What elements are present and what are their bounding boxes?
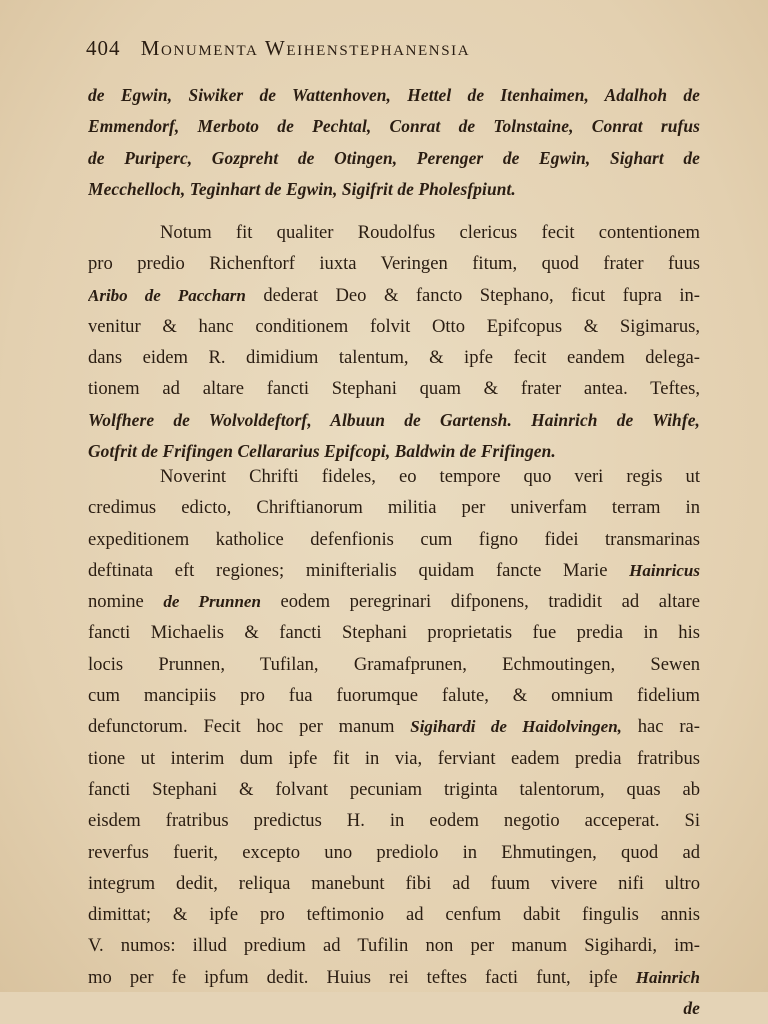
running-title: Monumenta Weihenstephanensia	[140, 36, 471, 60]
text-line: de Puriperc, Gozpreht de Otingen, Perenger de Egwin, Sighart de	[88, 147, 700, 168]
text-line: de	[683, 998, 700, 1019]
text-line: credimus edicto, Chriftianorum militia per univerfam terram in	[88, 497, 700, 519]
italic-name: de Prunnen	[163, 592, 261, 612]
text-line: dans eidem R. dimidium talentum, & ipfe fecit eandem delega-	[88, 347, 700, 369]
text-run: deftinata eft regiones; minifterialis quidam fancte Marie	[88, 559, 630, 581]
text-run: dederat Deo & fancto Stephano, ficut fupra in-	[245, 284, 700, 306]
text-run: mo per fe ipfum dedit. Huius rei teftes facti funt, ipfe	[88, 966, 636, 988]
text-line: fancti Michaelis & fancti Stephani proprietatis fue predia in his	[88, 622, 700, 644]
text-run: defunctorum. Fecit hoc per manum	[88, 716, 411, 738]
text-line	[88, 555, 700, 586]
text-line: pro predio Richenftorf iuxta Veringen fitum, quod frater fuus	[88, 253, 700, 275]
page-header	[86, 36, 706, 61]
italic-name: Aribo de Paccharn	[88, 285, 246, 305]
text-run: eodem peregrinari difponens, tradidit ad altare	[260, 591, 700, 613]
text-line: eisdem fratribus predictus H. in eodem negotio acceperat. Si	[88, 810, 700, 832]
text-line	[88, 711, 700, 742]
witness-list-top	[88, 80, 700, 205]
text-line: cum mancipiis pro fua fuorumque falute, & omnium fidelium	[88, 685, 700, 707]
text-line: Noverint Chrifti fideles, eo tempore quo veri regis ut	[160, 466, 700, 487]
text-line: venitur & hanc conditionem folvit Otto Epifcopus & Sigimarus,	[88, 315, 700, 337]
text-line: Wolfhere de Wolvoldeftorf, Albuun de Gartensh. Hainrich de Wihfe,	[88, 409, 700, 430]
text-line: V. numos: illud predium ad Tufilin non per manum Sigihardi, im-	[88, 935, 700, 957]
paragraph-roudolfus	[88, 217, 700, 467]
italic-name: Sigihardi de Haidolvingen,	[410, 717, 622, 737]
page-number: 404	[86, 36, 121, 60]
paragraph-noverint	[88, 461, 700, 1024]
text-line: reverfus fuerit, excepto uno prediolo in Ehmutingen, quod ad	[88, 841, 700, 863]
italic-name: Hainricus	[629, 560, 700, 580]
text-line: Mecchelloch, Teginhart de Egwin, Sigifrit de Pholesfpiunt.	[88, 178, 516, 199]
text-line: tione ut interim dum ipfe fit in via, ferviant eadem predia fratribus	[88, 747, 700, 769]
text-line: Notum fit qualiter Roudolfus clericus fecit contentionem	[160, 222, 700, 243]
text-run: hac ra-	[621, 716, 700, 738]
text-line: tionem ad altare fancti Stephani quam & frater antea. Teftes,	[88, 378, 700, 400]
text-line: dimittat; & ipfe pro teftimonio ad cenfum dabit fingulis annis	[88, 904, 700, 926]
text-line: fancti Stephani & folvant pecuniam triginta talentorum, quas ab	[88, 778, 700, 800]
text-line: Emmendorf, Merboto de Pechtal, Conrat de Tolnstaine, Conrat rufus	[88, 116, 700, 137]
text-line: de Egwin, Siwiker de Wattenhoven, Hettel de Itenhaimen, Adalhoh de	[88, 85, 700, 105]
italic-name: Hainrich	[635, 967, 700, 987]
text-line: expeditionem katholice defenfionis cum figno fidei transmarinas	[88, 528, 700, 550]
text-line: Gotfrit de Frifingen Cellararius Epifcopi, Baldwin de Frifingen.	[88, 441, 556, 462]
text-line	[88, 586, 700, 617]
text-line	[88, 280, 700, 311]
text-line: integrum dedit, reliqua manebunt fibi ad fuum vivere nifi ultro	[88, 872, 700, 894]
text-line	[88, 962, 700, 993]
text-run: nomine	[88, 591, 164, 613]
text-line: locis Prunnen, Tufilan, Gramafprunen, Echmoutingen, Sewen	[88, 653, 700, 675]
